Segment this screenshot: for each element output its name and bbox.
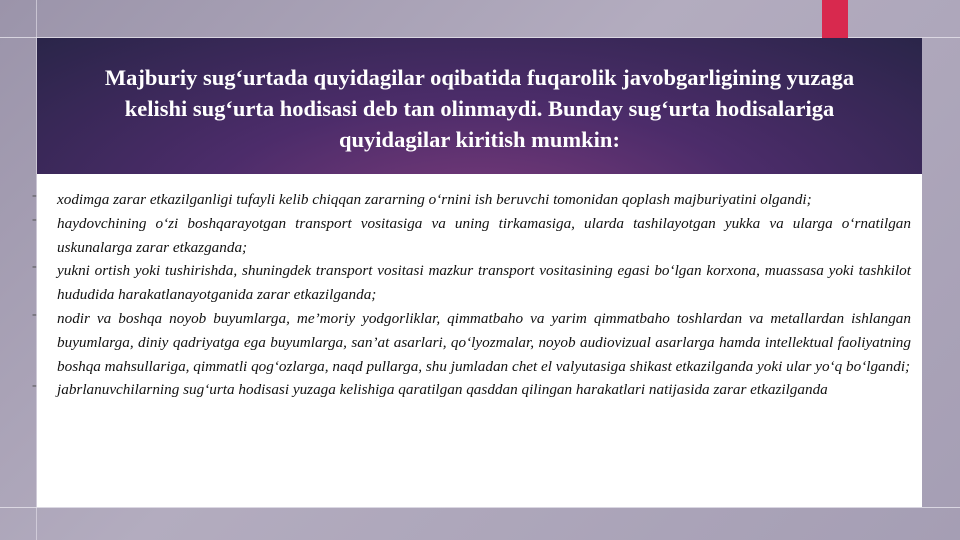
- content-panel: [32, 174, 922, 507]
- list-item: [32, 188, 917, 212]
- list-item-text: nodir va boshqa noyob buyumlarga, me’moriy yodgorliklar, qimmatbaho va yarim qimmatbaho toshlardan va metallardan ishlangan buyumlarga, diniy qadriyatga ega buyumlarga, san’at asarlari, qo‘lyozmalar, noyob audiovizual asarlarga hamda intellektual faoliyatning boshqa mahsullariga, qimmatli qog‘ozlarga, naqd pullarga, shu jumladan chet el valyutasiga shikast etkazilganda yoki ular yo‘q bo‘lgandi;: [57, 309, 911, 375]
- list-item-text: jabrlanuvchilarning sug‘urta hodisasi yuzaga kelishiga qaratilgan qasddan qilingan harakatlari natijasida zarar etkazilganda: [57, 381, 828, 399]
- list-item: [32, 259, 917, 307]
- bullet-marker: -: [32, 259, 37, 275]
- bullet-marker: -: [32, 188, 37, 203]
- list-item-text: yukni ortish yoki tushirishda, shuningdek transport vositasi mazkur transport vositasining egasi bo‘lgan korxona, muassasa yoki tashkilot hududida harakatlanayotganida zarar etkazilganda;: [57, 262, 911, 304]
- bullet-marker: -: [32, 211, 37, 227]
- frame-line-bottom: [0, 507, 960, 508]
- list-item: [32, 306, 917, 378]
- slide-title: Majburiy sug‘urtada quyidagilar oqibatida fuqarolik javobgarligining yuzaga kelishi sug‘urta hodisasi deb tan olinmaydi. Bunday sug‘urta hodisalariga quyidagilar kiritish mumkin:: [104, 64, 855, 152]
- list-item-text: xodimga zarar etkazilganligi tufayli kelib chiqqan zararning o‘rnini ish beruvchi tomonidan qoplash majburiyatini olgandi;: [57, 191, 812, 208]
- list-item-text: haydovchining o‘zi boshqarayotgan transport vositasiga va uning tirkamasiga, ularda tashilayotgan yukka va ularga o‘rnatilgan uskunalarga zarar etkazganda;: [57, 214, 911, 256]
- bullet-marker: -: [32, 378, 37, 394]
- bullet-list: [32, 188, 917, 402]
- list-item: [32, 211, 917, 260]
- list-item: [32, 378, 917, 402]
- bullet-marker: -: [32, 306, 37, 322]
- title-banner: [37, 38, 922, 174]
